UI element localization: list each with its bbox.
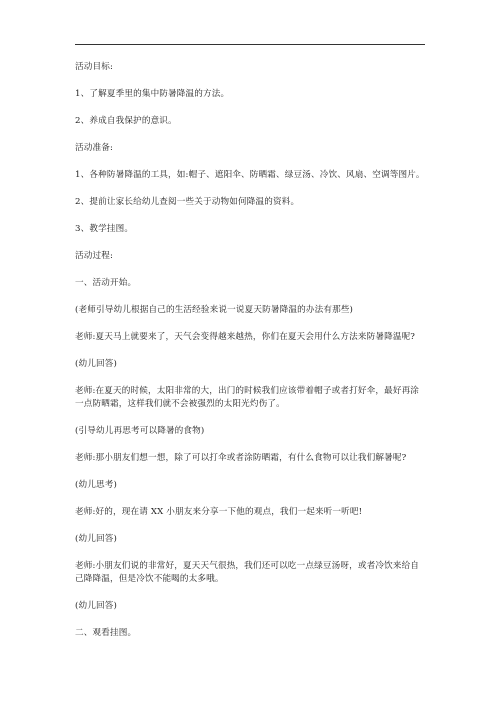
header-rule: [75, 44, 425, 45]
section-2-heading: 二、观看挂图。: [75, 628, 137, 638]
teacher-line: 老师:小朋友们说的非常好，夏天天气很热，我们还可以吃一点绿豆汤呀，或者冷饮来给自己降降温，但是冷饮不能喝的太多哦。: [75, 561, 420, 584]
teacher-line: 老师:好的，现在请 XX 小朋友来分享一下他的观点，我们一起来听一听吧!: [75, 507, 363, 517]
section-1-heading: 一、活动开始。: [75, 278, 137, 288]
teacher-line: 老师:那小朋友们想一想，除了可以打伞或者涂防晒霜，有什么食物可以让我们解暑呢?: [75, 453, 407, 463]
heading-activity-goals: 活动目标:: [75, 62, 114, 72]
children-response: (幼儿回答): [75, 534, 117, 544]
preparation-item-2: 2、提前让家长给幼儿查阅一些关于动物如何降温的资料。: [75, 197, 300, 207]
teacher-line: 老师:在夏天的时候，太阳非常的大，出门的时候我们应该带着帽子或者打好伞，最好再涂一点防晒霜，这样我们就不会被强烈的太阳光灼伤了。: [75, 386, 420, 409]
teacher-line: 老师:夏天马上就要来了，天气会变得越来越热，你们在夏天会用什么方法来防暑降温呢?: [75, 332, 416, 342]
stage-direction: (引导幼儿再思考可以降暑的食物): [75, 426, 205, 436]
children-response: (幼儿回答): [75, 359, 117, 369]
preparation-item-1: 1、各种防暑降温的工具，如:帽子、遮阳伞、防晒霜、绿豆汤、冷饮、风扇、空调等图片。: [75, 170, 425, 180]
stage-direction: (老师引导幼儿根据自己的生活经验来说一说夏天防暑降温的办法有那些): [75, 305, 354, 315]
heading-activity-process: 活动过程:: [75, 251, 114, 261]
goal-item-2: 2、养成自我保护的意识。: [75, 116, 177, 126]
children-response: (幼儿思考): [75, 480, 117, 490]
goal-item-1: 1、了解夏季里的集中防暑降温的方法。: [75, 89, 230, 99]
preparation-item-3: 3、教学挂图。: [75, 224, 134, 234]
children-response: (幼儿回答): [75, 601, 117, 611]
heading-activity-preparation: 活动准备:: [75, 143, 114, 153]
